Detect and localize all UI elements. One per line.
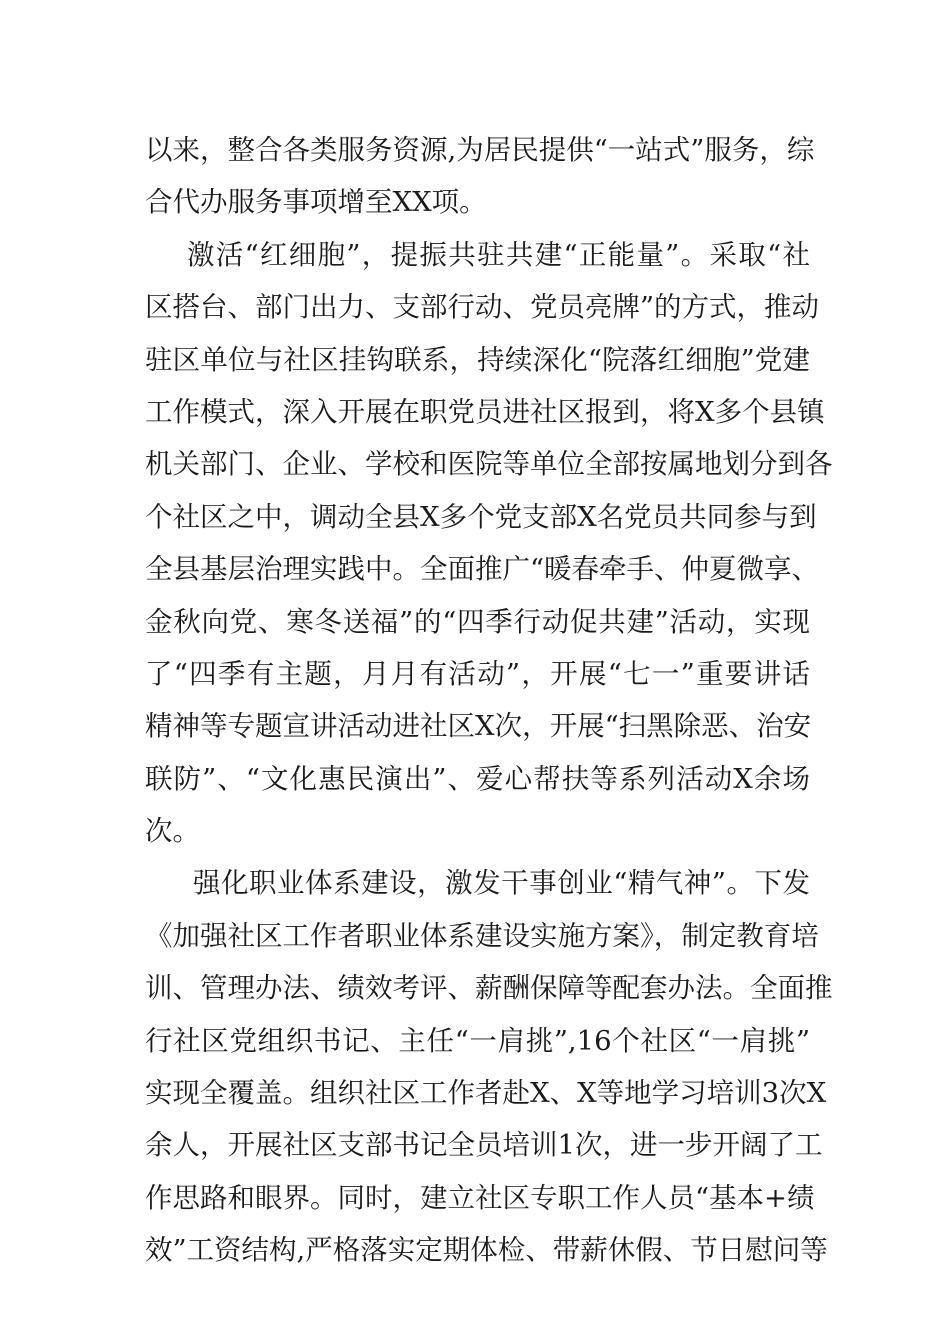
text-line: 个社区之中，调动全县X多个党支部X名党员共同参与到 [145, 500, 817, 533]
text-line: 余人，开展社区支部书记全员培训1次，进一步开阔了工 [145, 1129, 823, 1162]
text-line: 作思路和眼界。同时，建立社区专职工作人员“基本+绩 [145, 1181, 815, 1214]
text-line: 强化职业体系建设，激发干事创业“精气神”。下发 [193, 867, 810, 900]
text-line: 训、管理办法、绩效考评、薪酬保障等配套办法。全面推 [145, 972, 833, 1005]
text-line: 工作模式，深入开展在职党员进社区报到，将X多个县镇 [145, 395, 825, 428]
paragraph-2 [145, 229, 833, 858]
paragraph-1 [145, 124, 815, 229]
text-line: 《加强社区工作者职业体系建设实施方案》，制定教育培 [145, 919, 819, 952]
text-line: 全县基层治理实践中。全面推广“暖春牵手、仲夏微享、 [145, 553, 820, 586]
text-line: 机关部门、企业、学校和医院等单位全部按属地划分到各 [145, 448, 833, 481]
text-line: 行社区党组织书记、主任“一肩挑”,16个社区“一肩挑” [145, 1024, 810, 1057]
text-line: 效”工资结构,严格落实定期体检、带薪休假、节日慰问等 [145, 1234, 828, 1267]
text-line: 合代办服务事项增至XX项。 [145, 186, 487, 219]
text-line: 了“四季有主题，月月有活动”，开展“七一”重要讲话 [145, 657, 810, 690]
text-line: 区搭台、部门出力、支部行动、党员亮牌”的方式，推动 [145, 291, 820, 324]
text-line: 联防”、“文化惠民演出”、爱心帮扶等系列活动X余场 [145, 762, 810, 795]
text-line: 以来，整合各类服务资源,为居民提供“一站式”服务，综 [145, 134, 815, 166]
paragraph-3 [145, 857, 833, 1276]
document-body [145, 124, 833, 1277]
text-line: 实现全覆盖。组织社区工作者赴X、X等地学习培训3次X [145, 1077, 827, 1110]
text-line: 精神等专题宣讲活动进社区X次，开展“扫黑除恶、治安 [145, 710, 812, 743]
text-line: 驻区单位与社区挂钩联系，持续深化“院落红细胞”党建 [145, 343, 810, 376]
text-line: 激活“红细胞”，提振共驻共建“正能量”。采取“社 [187, 238, 810, 271]
text-line: 次。 [145, 815, 200, 848]
text-line: 金秋向党、寒冬送福”的“四季行动促共建”活动，实现 [145, 605, 810, 638]
